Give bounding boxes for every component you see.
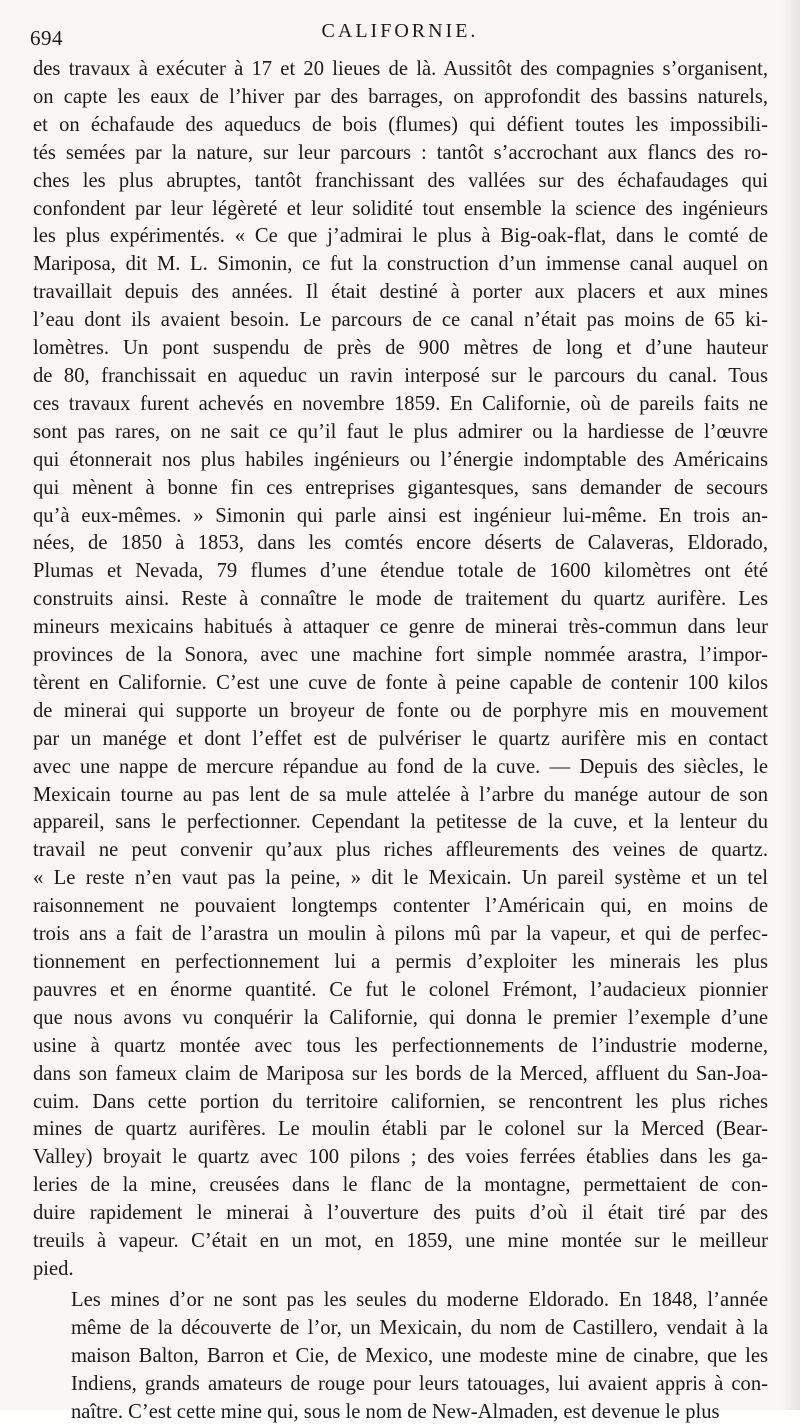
text-line: sont pas rares, on ne sait ce qu’il faut le plus admirer ou la hardiesse de l’œuvre <box>33 419 768 447</box>
running-head: CALIFORNIE. <box>0 20 800 43</box>
text-line: naître. C’est cette mine qui, sous le nom de New-Almaden, est devenue le plus <box>33 1399 768 1426</box>
text-line: confondent par leur légèreté et leur solidité tout ensemble la science des ingénieurs <box>33 196 768 224</box>
text-line: qui mènent à bonne fin ces entreprises gigantesques, sans demander de secours <box>33 475 768 503</box>
text-line: raisonnement ne pouvaient longtemps contenter l’Américain qui, en moins de <box>33 893 768 921</box>
text-line: pauvres et en énorme quantité. Ce fut le colonel Frémont, l’audacieux pionnier <box>33 977 768 1005</box>
paragraph-1 <box>33 56 768 1284</box>
text-line: lomètres. Un pont suspendu de près de 900 mètres de long et d’une hauteur <box>33 335 768 363</box>
text-line: travaillait depuis des années. Il était destiné à porter aux placers et aux mines <box>33 279 768 307</box>
text-line: maison Balton, Barron et Cie, de Mexico, une modeste mine de cinabre, que les <box>33 1343 768 1371</box>
text-line: provinces de la Sonora, avec une machine fort simple nommée arastra, l’impor- <box>33 642 768 670</box>
text-line: cuim. Dans cette portion du territoire californien, se rencontrent les plus riches <box>33 1089 768 1117</box>
text-line: qu’à eux-mêmes. » Simonin qui parle ainsi est ingénieur lui-même. En trois an- <box>33 503 768 531</box>
text-line: travail ne peut convenir qu’aux plus riches affleurements des veines de quartz. <box>33 837 768 865</box>
text-line: tés semées par la nature, sur leur parcours : tantôt s’accrochant aux flancs des ro- <box>33 140 768 168</box>
text-line: les plus expérimentés. « Ce que j’admirai le plus à Big-oak-flat, dans le comté de <box>33 223 768 251</box>
text-line: tèrent en Californie. C’est une cuve de fonte à peine capable de contenir 100 kilos <box>33 670 768 698</box>
page-number: 694 <box>30 26 63 51</box>
text-line: nées, de 1850 à 1853, dans les comtés encore déserts de Calaveras, Eldorado, <box>33 530 768 558</box>
text-line: Valley) broyait le quartz avec 100 pilons ; des voies ferrées établies dans les ga- <box>33 1144 768 1172</box>
text-line: leries de la mine, creusées dans le flanc de la montagne, permettaient de con- <box>33 1172 768 1200</box>
text-line: de 80, franchissait en aqueduc un ravin interposé sur le parcours du canal. Tous <box>33 363 768 391</box>
text-line: trois ans a fait de l’arastra un moulin à pilons mû par la vapeur, et qui de perfec- <box>33 921 768 949</box>
text-line: par un manége et dont l’effet est de pulvériser le quartz aurifère mis en contact <box>33 726 768 754</box>
text-line: et on échafaude des aqueducs de bois (flumes) qui défient toutes les impossibili- <box>33 112 768 140</box>
text-line: même de la découverte de l’or, un Mexicain, du nom de Castillero, vendait à la <box>33 1315 768 1343</box>
body-text <box>33 56 768 1426</box>
text-line: ches les plus abruptes, tantôt franchissant des vallées sur des échafaudages qui <box>33 168 768 196</box>
text-line: mines de quartz aurifères. Le moulin établi par le colonel sur la Merced (Bear- <box>33 1116 768 1144</box>
text-line: on capte les eaux de l’hiver par des barrages, on approfondit des bassins naturels, <box>33 84 768 112</box>
text-line: usine à quartz montée avec tous les perfectionnements de l’industrie moderne, <box>33 1033 768 1061</box>
text-line: qui étonnerait nos plus habiles ingénieurs ou l’énergie indomptable des Américains <box>33 447 768 475</box>
text-line: que nous avons vu conquérir la Californie, qui donna le premier l’exemple d’une <box>33 1005 768 1033</box>
text-line: Les mines d’or ne sont pas les seules du moderne Eldorado. En 1848, l’année <box>33 1287 768 1315</box>
text-line: « Le reste n’en vaut pas la peine, » dit le Mexicain. Un pareil système et un tel <box>33 865 768 893</box>
text-line: avec une nappe de mercure répandue au fond de la cuve. — Depuis des siècles, le <box>33 754 768 782</box>
text-line: duire rapidement le minerai à l’ouverture des puits d’où il était tiré par des <box>33 1200 768 1228</box>
text-line: dans son fameux claim de Mariposa sur les bords de la Merced, affluent du San-Joa- <box>33 1061 768 1089</box>
text-line: mineurs mexicains habitués à attaquer ce genre de minerai très-commun dans leur <box>33 614 768 642</box>
text-line: de minerai qui supporte un broyeur de fonte ou de porphyre mis en mouvement <box>33 698 768 726</box>
text-line: des travaux à exécuter à 17 et 20 lieues de là. Aussitôt des compagnies s’organisent, <box>33 56 768 84</box>
text-line: l’eau dont ils avaient besoin. Le parcours de ce canal n’était pas moins de 65 ki- <box>33 307 768 335</box>
text-line: treuils à vapeur. C’était en un mot, en 1859, une mine montée sur le meilleur <box>33 1228 768 1256</box>
text-line: construits ainsi. Reste à connaître le mode de traitement du quartz aurifère. Les <box>33 586 768 614</box>
text-line: ces travaux furent achevés en novembre 1859. En Californie, où de pareils faits ne <box>33 391 768 419</box>
page-edge-shadow <box>782 0 800 1410</box>
text-line: Indiens, grands amateurs de rouge pour leurs tatouages, lui avaient appris à con- <box>33 1371 768 1399</box>
text-line: Mexicain tourne au pas lent de sa mule attelée à l’arbre du manége autour de son <box>33 782 768 810</box>
text-line: appareil, sans le perfectionner. Cependant la petitesse de la cuve, et la lenteur du <box>33 809 768 837</box>
text-line: Plumas et Nevada, 79 flumes d’une étendue totale de 1600 kilomètres ont été <box>33 558 768 586</box>
text-line: tionnement en perfectionnement lui a permis d’exploiter les minerais les plus <box>33 949 768 977</box>
paragraph-2 <box>33 1287 768 1426</box>
text-line: Mariposa, dit M. L. Simonin, ce fut la construction d’un immense canal auquel on <box>33 251 768 279</box>
text-line: pied. <box>33 1256 768 1284</box>
